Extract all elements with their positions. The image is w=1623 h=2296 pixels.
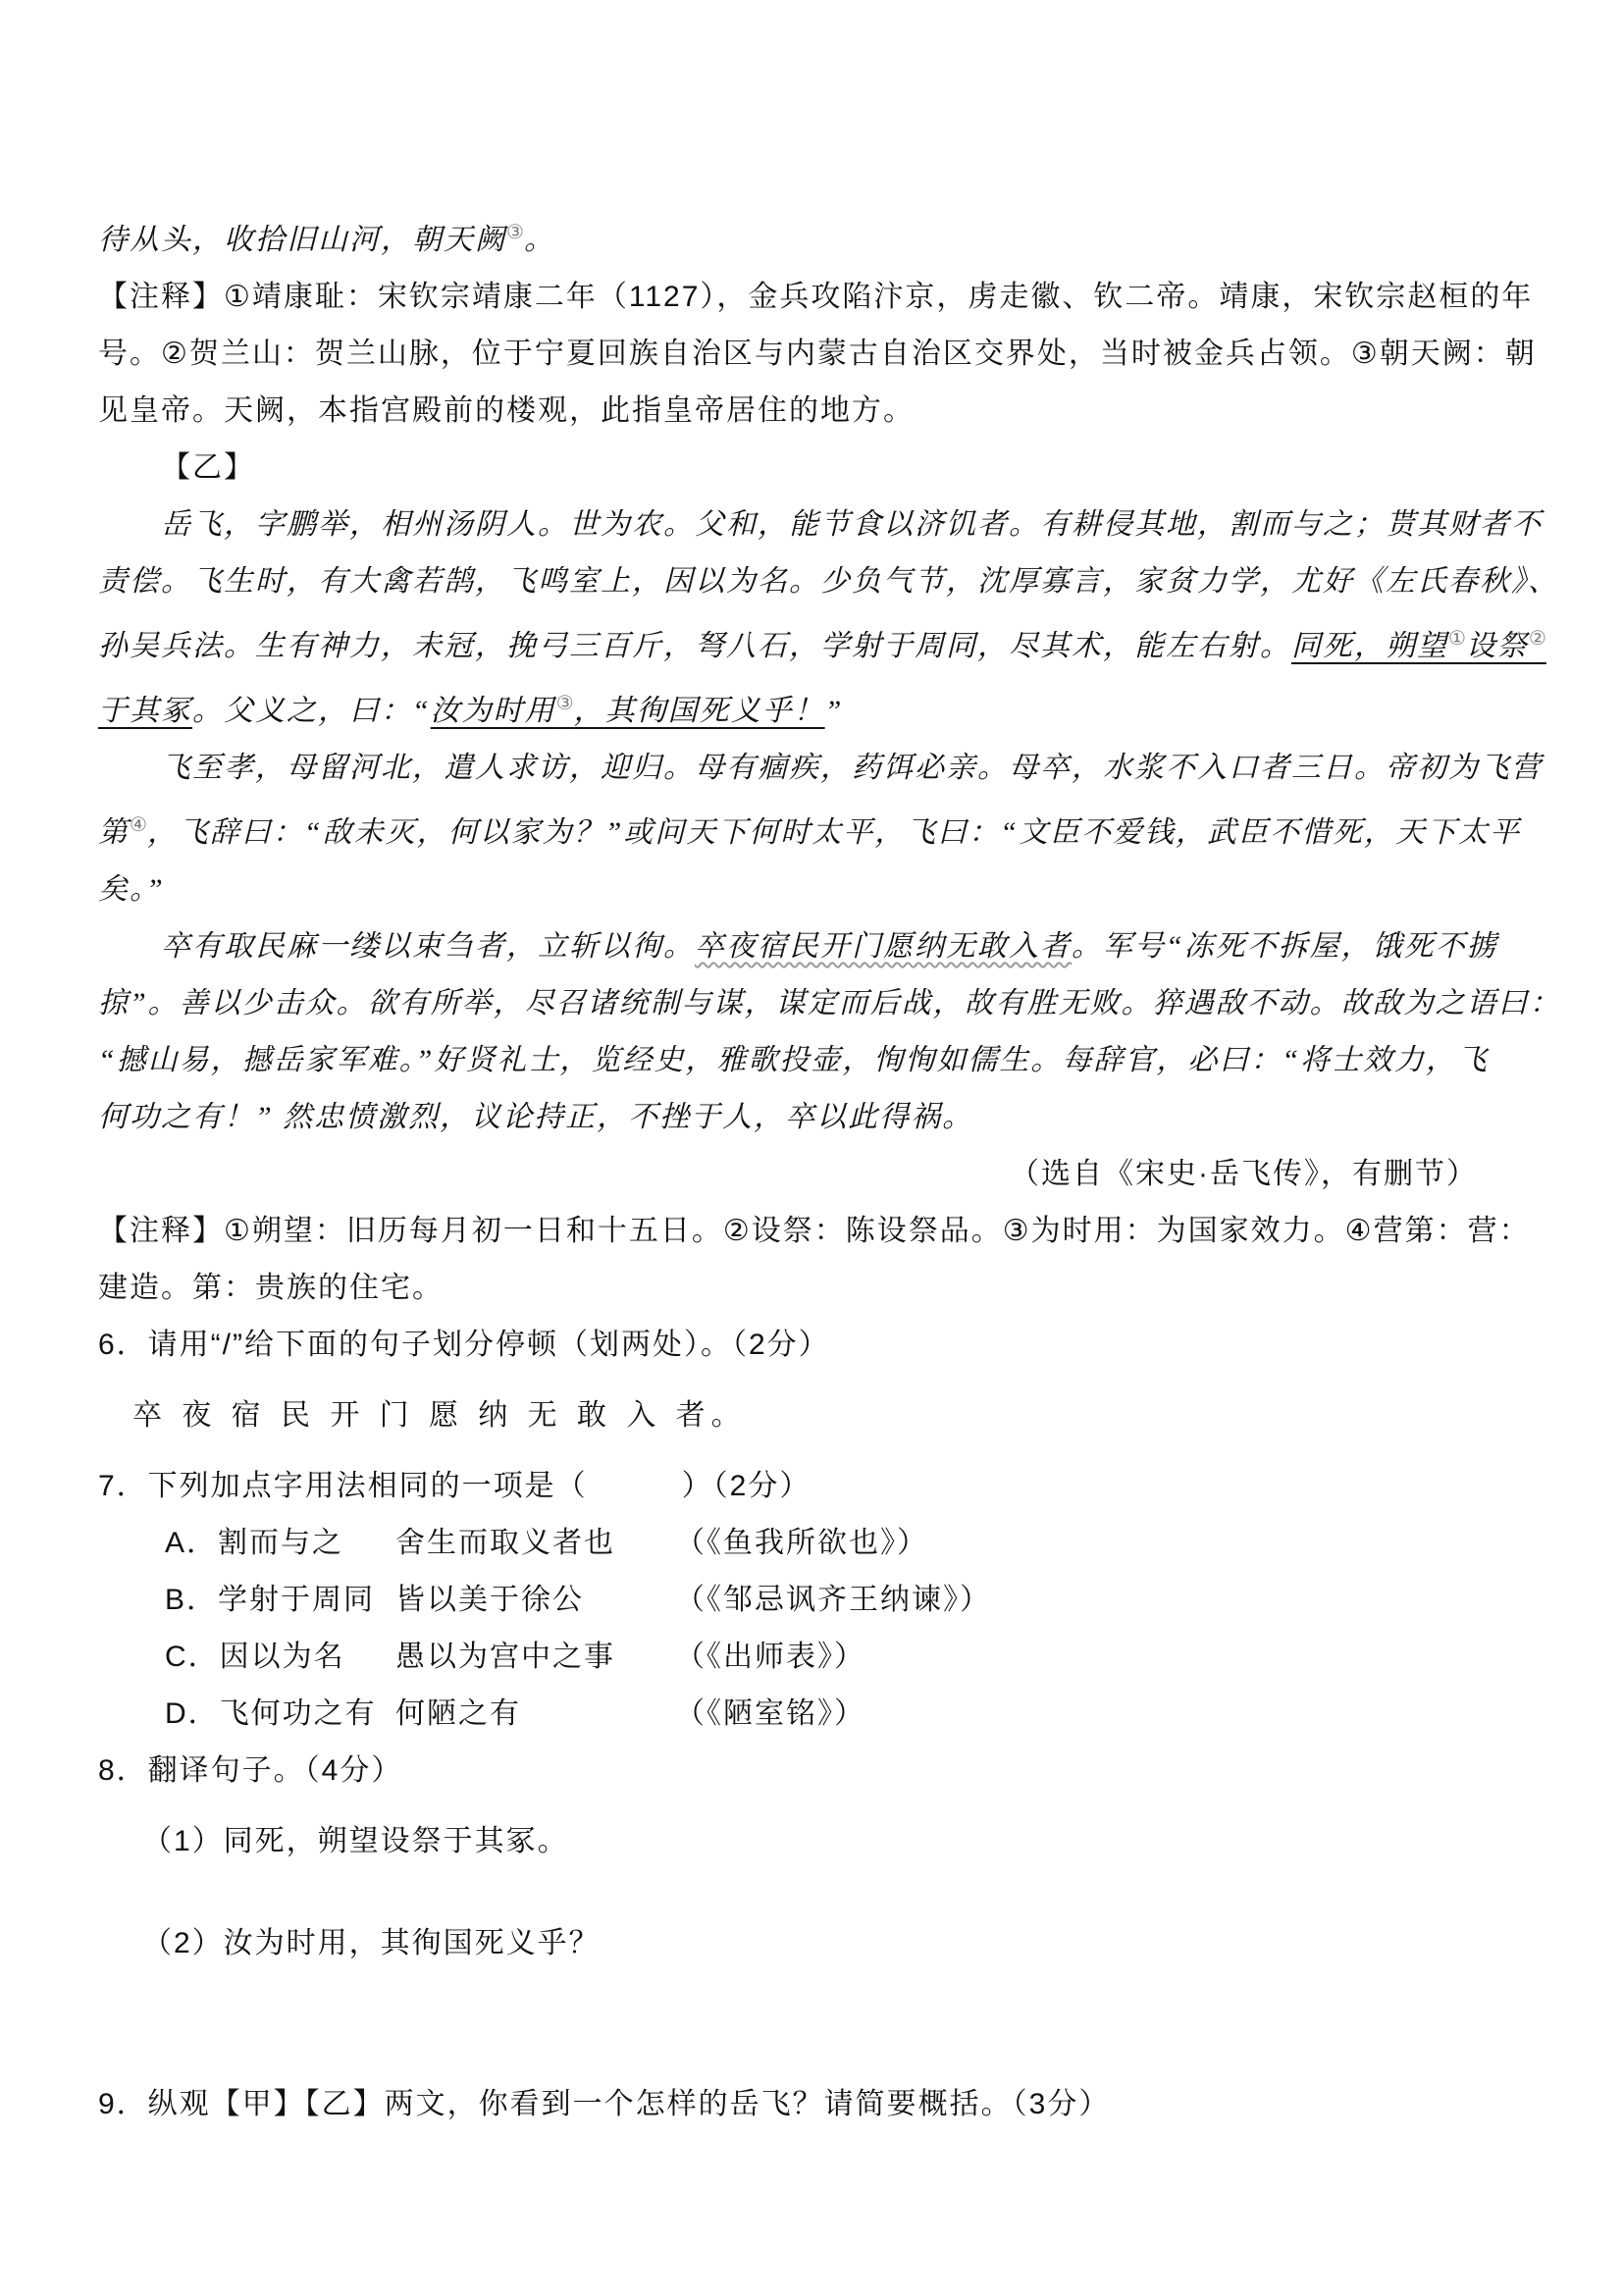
- passage-line-11: [98, 1089, 1525, 1146]
- option-comparison: 皆以美于徐公: [395, 1584, 584, 1616]
- text-segment: 矣。”: [98, 873, 165, 906]
- text-segment: （2）汝为时用，其徇国死义乎？: [142, 1927, 601, 1959]
- footnote-marker: ②: [1528, 628, 1546, 650]
- passage-line-4: [98, 675, 1525, 740]
- text-segment: 待从头，收拾旧山河，朝天阙: [98, 224, 506, 256]
- option-source: （《鱼我所欲也》）: [675, 1527, 928, 1559]
- question-7-option-b: [165, 1572, 1525, 1629]
- text-segment: 飞至孝，母留河北，遣人求访，迎归。母有痼疾，药饵必亲。母卒，水浆不入口者三日。帝初为飞营: [161, 752, 1543, 784]
- question-7-stem: [98, 1458, 1525, 1515]
- text-segment: 第: [98, 816, 130, 849]
- option-label: D．飞何功之有: [165, 1697, 377, 1730]
- underlined-phrase: [98, 695, 192, 727]
- question-8-item-2: [142, 1915, 1525, 1972]
- option-label: B．学射于周同: [165, 1584, 376, 1616]
- footnote-marker: ③: [506, 222, 524, 243]
- wavy-underlined-phrase: [695, 930, 1072, 963]
- text-segment: 岳飞，字鹏举，相州汤阴人。世为农。父和，能节食以济饥者。有耕侵其地，割而与之；贳其财者不: [161, 508, 1543, 541]
- passage-line-5: [98, 740, 1543, 797]
- note-yi-line-1: [98, 1203, 1531, 1260]
- underlined-phrase: [431, 695, 825, 727]
- text-segment: 孙吴兵法。生有神力，未冠，挽弓三百斤，弩八石，学射于周同，尽其术，能左右射。: [98, 630, 1291, 662]
- text-segment: 卒夜宿民开门愿纳无敢入者: [695, 930, 1072, 963]
- footnote-marker: ③: [555, 693, 574, 714]
- question-8-item-1: [142, 1813, 1525, 1870]
- text-segment: 同死，朔望: [1291, 630, 1448, 662]
- question-7-option-a: [165, 1515, 1525, 1572]
- passage-line-7: [98, 861, 1525, 918]
- text-segment: ，其徇国死义乎！: [573, 695, 825, 727]
- text-segment: 【注释】①靖康耻：宋钦宗靖康二年（1127），金兵攻陷汴京，虏走徽、钦二帝。靖康，宋钦宗赵桓的年: [98, 281, 1534, 313]
- note-jia-line-1: [98, 269, 1534, 326]
- note-jia-line-3: [98, 383, 1525, 440]
- option-comparison: 舍生而取义者也: [395, 1527, 615, 1559]
- text-segment: 【乙】: [161, 451, 255, 484]
- footnote-marker: ①: [1448, 628, 1466, 650]
- text-segment: 见皇帝。天阙，本指宫殿前的楼观，此指皇帝居住的地方。: [98, 394, 915, 427]
- question-6-stem: [98, 1317, 1525, 1374]
- passage-line-2: [98, 553, 1559, 610]
- text-segment: 号。②贺兰山：贺兰山脉，位于宁夏回族自治区与内蒙古自治区交界处，当时被金兵占领。③朝天阙：朝: [98, 338, 1537, 370]
- question-6-sentence: [132, 1387, 1525, 1444]
- passage-source: [98, 1146, 1478, 1203]
- text-segment: 责偿。飞生时，有大禽若鹄，飞鸣室上，因以为名。少负气节，沈厚寡言，家贫力学，尤好《左氏春秋》、: [98, 565, 1559, 598]
- text-segment: 。军号“冻死不拆屋，饿死不掳: [1072, 930, 1498, 963]
- text-segment: （选自《宋史·岳飞传》，有删节）: [1010, 1158, 1478, 1190]
- text-segment: 于其冢: [98, 695, 192, 727]
- text-segment: 掠”。善以少击众。欲有所举，尽召诸统制与谋，谋定而后战，故有胜无败。猝遇敌不动。故敌为之语曰：: [98, 987, 1561, 1019]
- passage-line-10: [98, 1032, 1525, 1089]
- option-source: （《出师表》）: [675, 1641, 865, 1673]
- option-label: A．割而与之: [165, 1527, 344, 1559]
- passage-line-8: [98, 918, 1525, 975]
- text-segment: ，飞辞曰：“敌未灭，何以家为？”或问天下何时太平，飞曰：“文臣不爱钱，武臣不惜死，天下太平: [146, 816, 1521, 849]
- underlined-phrase: [1291, 630, 1546, 662]
- footnote-marker: ④: [130, 814, 147, 836]
- option-source: （《陋室铭》）: [675, 1697, 865, 1730]
- text-segment: 7．下列加点字用法相同的一项是（ ）（2分）: [98, 1470, 812, 1502]
- question-9-stem: [98, 2076, 1525, 2133]
- text-segment: 。: [523, 224, 555, 256]
- text-segment: “撼山易，撼岳家军难。”好贤礼士，览经史，雅歌投壶，恂恂如儒生。每辞官，必曰：“将士效力，飞: [98, 1044, 1490, 1076]
- option-label: C．因以为名: [165, 1641, 345, 1673]
- question-8-stem: [98, 1743, 1525, 1800]
- text-segment: 9．纵观【甲】【乙】两文，你看到一个怎样的岳飞？请简要概括。（3分）: [98, 2088, 1111, 2120]
- option-comparison: 愚以为宫中之事: [395, 1641, 615, 1673]
- text-segment: 设祭: [1465, 630, 1529, 662]
- text-segment: 6．请用“/”给下面的句子划分停顿（划两处）。（2分）: [98, 1329, 830, 1361]
- option-comparison: 何陋之有: [395, 1697, 521, 1730]
- text-segment: 。父义之，曰：“: [192, 695, 431, 727]
- question-7-option-c: [165, 1629, 1525, 1686]
- text-segment: 建造。第：贵族的住宅。: [98, 1272, 444, 1304]
- text-segment: 何功之有！” 然忠愤激烈，议论持正，不挫于人，卒以此得祸。: [98, 1101, 974, 1133]
- passage-line-9: [98, 975, 1561, 1032]
- option-source: （《邹忌讽齐王纳谏》）: [675, 1584, 991, 1616]
- passage-line-1: [98, 496, 1543, 553]
- text-segment: （1）同死，朔望设祭于其冢。: [142, 1825, 569, 1857]
- section-yi-label: [98, 440, 1525, 496]
- note-jia-line-2: [98, 326, 1537, 383]
- poem-closing-line: [98, 204, 1525, 269]
- text-segment: 汝为时用: [430, 695, 556, 727]
- text-segment: 8．翻译句子。（4分）: [98, 1754, 403, 1787]
- text-segment: 【注释】①朔望：旧历每月初一日和十五日。②设祭：陈设祭品。③为时用：为国家效力。④营第：营：: [98, 1215, 1531, 1247]
- text-segment: 卒有取民麻一缕以束刍者，立斩以徇。: [161, 930, 695, 963]
- text-segment: 卒 夜 宿 民 开 门 愿 纳 无 敢 入 者。: [132, 1399, 747, 1432]
- question-7-option-d: [165, 1686, 1525, 1743]
- passage-line-6: [98, 797, 1525, 861]
- passage-line-3: [98, 610, 1546, 675]
- note-yi-line-2: [98, 1260, 1525, 1317]
- text-segment: ”: [824, 695, 844, 727]
